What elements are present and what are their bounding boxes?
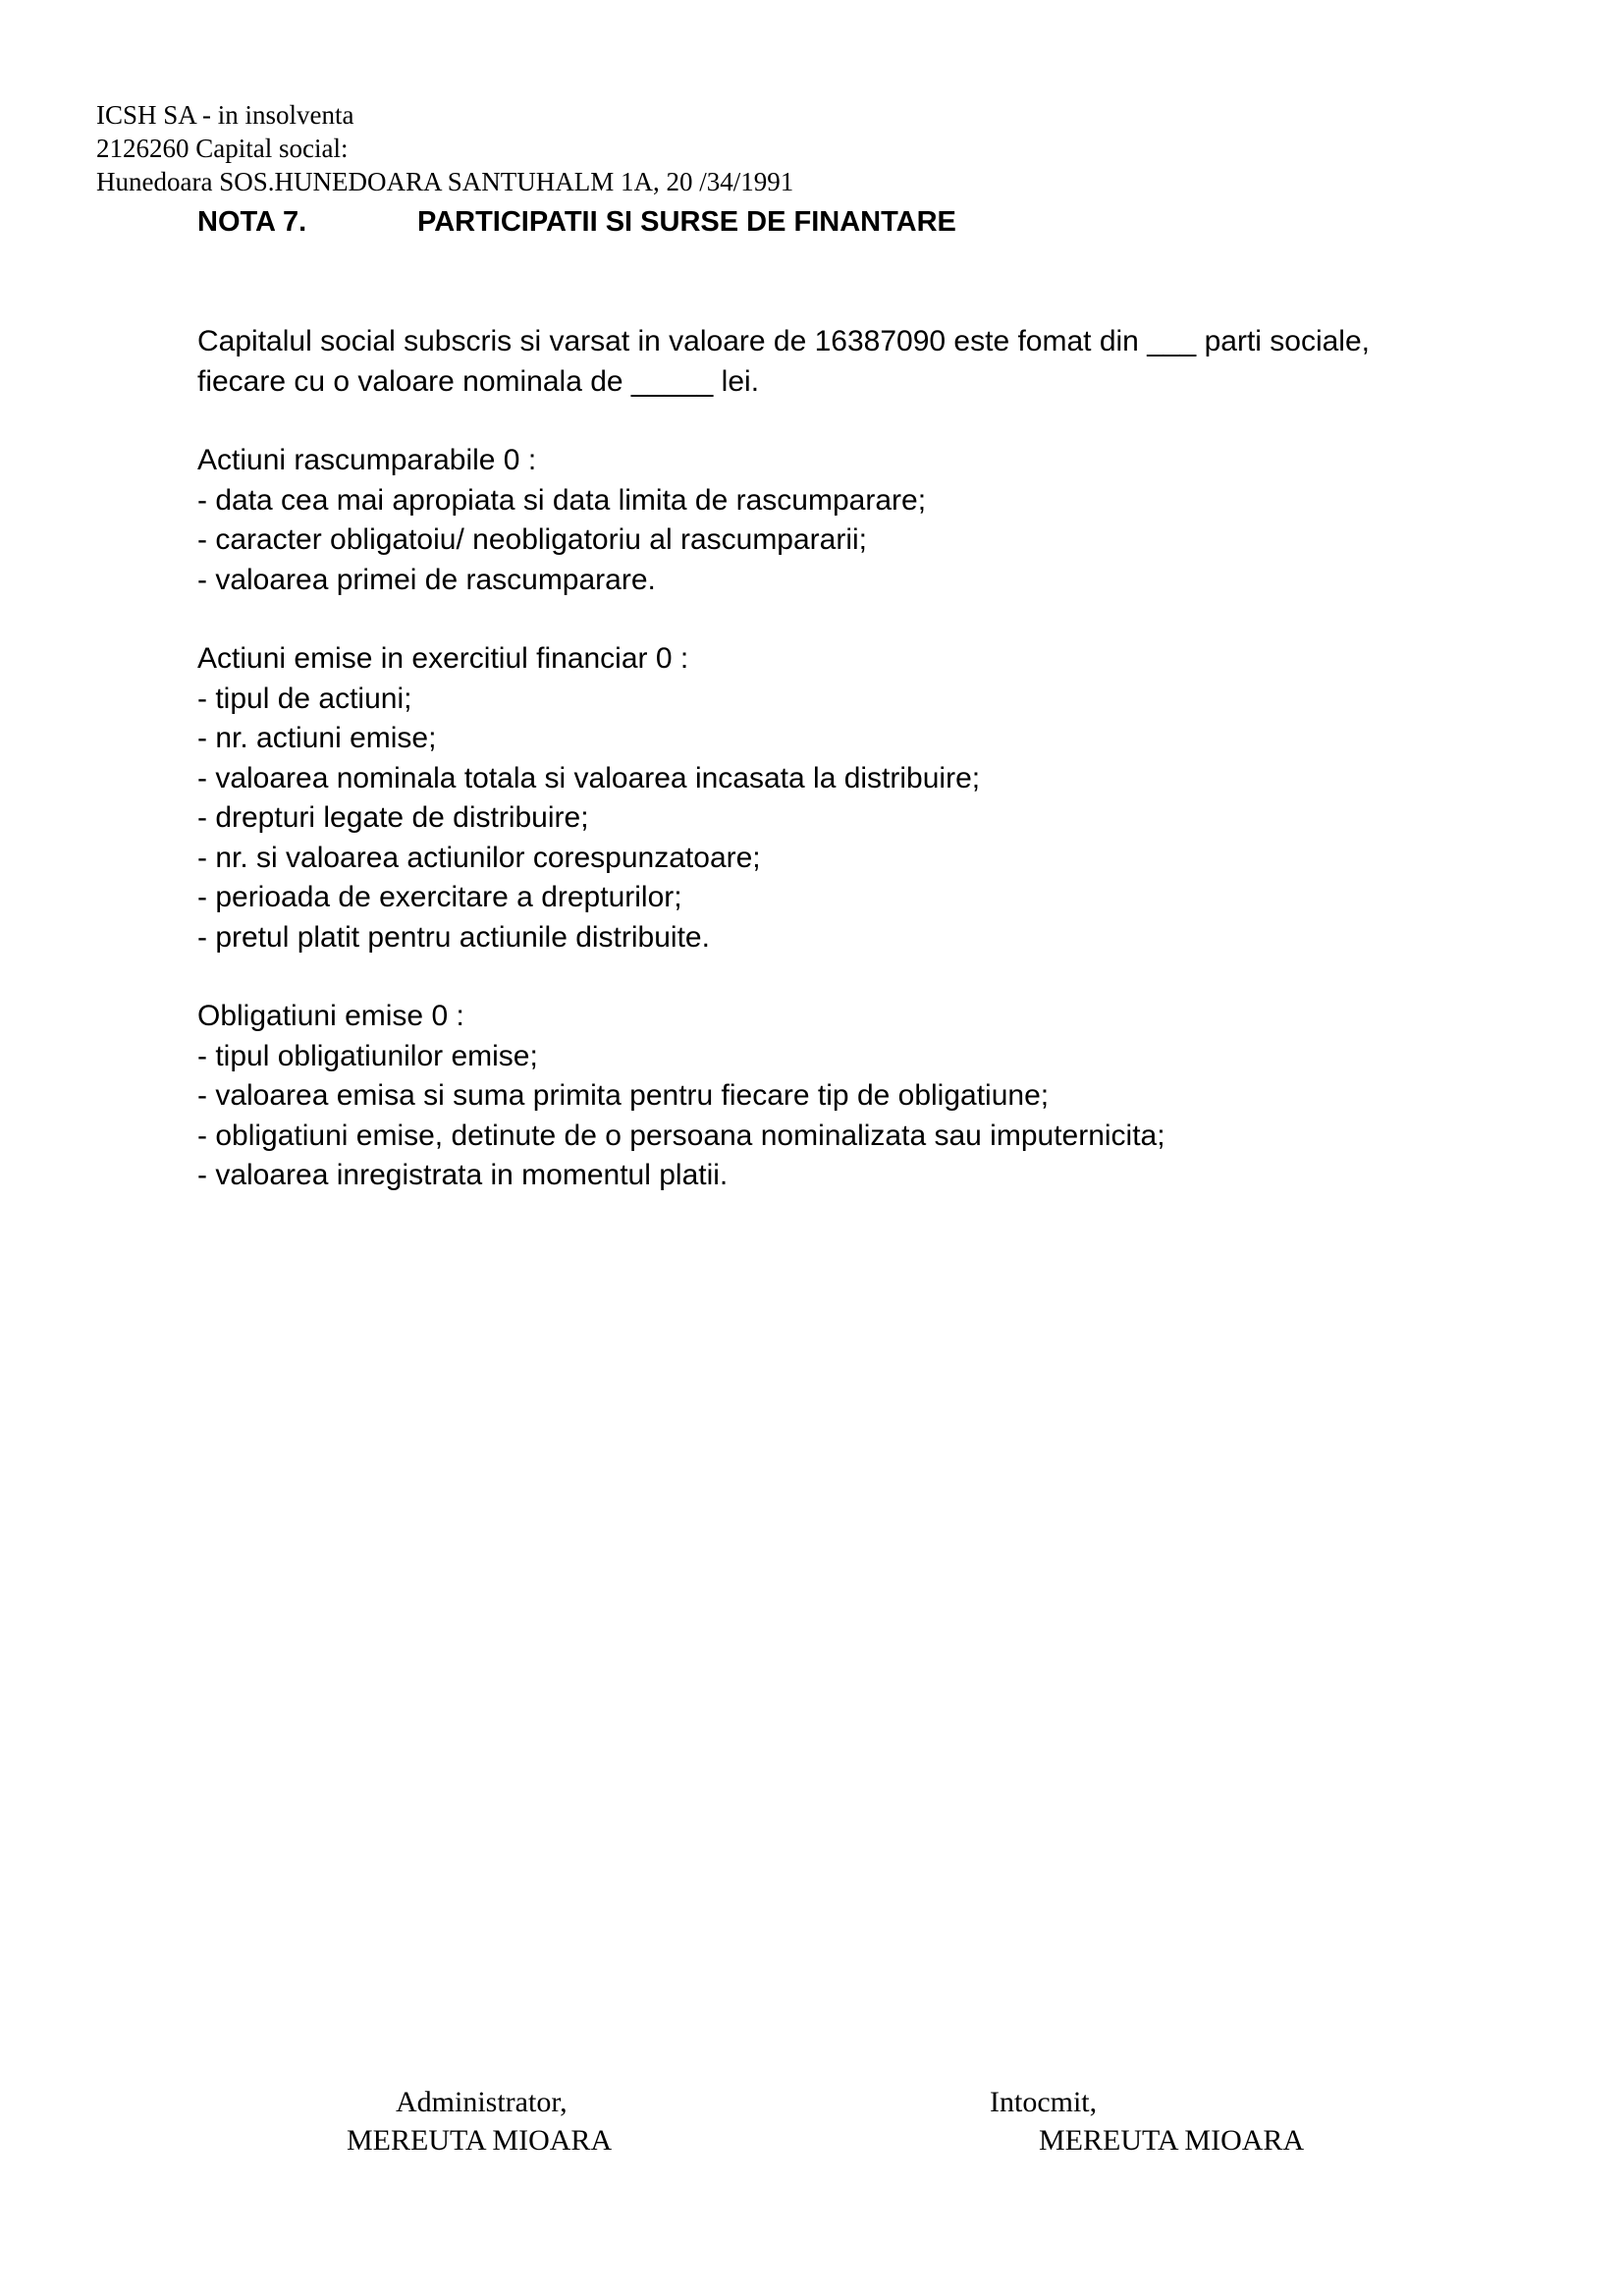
list-item: - data cea mai apropiata si data limita de rascumparare; [197, 483, 927, 517]
note-title [197, 206, 956, 239]
section-heading: Obligatiuni emise 0 : [197, 1000, 464, 1032]
list-item: - drepturi legate de distribuire; [197, 801, 589, 834]
administrator-role: Administrator, [396, 2086, 568, 2118]
intro-line: Capitalul social subscris si varsat in valoare de 16387090 este fomat din ___ parti sociale, [197, 325, 1370, 357]
section-heading: Actiuni emise in exercitiul financiar 0 : [197, 642, 689, 675]
list-item: - valoarea primei de rascumparare. [197, 563, 656, 596]
list-item: - obligatiuni emise, detinute de o persoana nominalizata sau imputernicita; [197, 1119, 1165, 1152]
registration-line: 2126260 Capital social: [96, 134, 349, 163]
administrator-name: MEREUTA MIOARA [347, 2124, 613, 2157]
list-item: - tipul de actiuni; [197, 682, 412, 715]
list-item: - valoarea nominala totala si valoarea incasata la distribuire; [197, 761, 981, 794]
list-item: - tipul obligatiunilor emise; [197, 1039, 538, 1072]
preparer-name: MEREUTA MIOARA [1039, 2124, 1305, 2157]
note-body [197, 322, 1552, 1196]
list-item: - nr. actiuni emise; [197, 722, 437, 754]
note-heading: PARTICIPATII SI SURSE DE FINANTARE [417, 206, 956, 238]
note-number: NOTA 7. [197, 206, 307, 238]
list-item: - caracter obligatoiu/ neobligatoriu al rascumpararii; [197, 523, 868, 556]
company-name-line: ICSH SA - in insolventa [96, 100, 354, 130]
list-item: - valoarea inregistrata in momentul platii. [197, 1159, 729, 1191]
intro-paragraph [197, 322, 1552, 402]
section-heading: Actiuni rascumparabile 0 : [197, 444, 537, 476]
section-issued-bonds [197, 997, 1552, 1196]
list-item: - nr. si valoarea actiunilor corespunzatoare; [197, 841, 761, 874]
company-header [96, 98, 793, 198]
address-line: Hunedoara SOS.HUNEDOARA SANTUHALM 1A, 20 /34/1991 [96, 167, 794, 196]
intro-line: fiecare cu o valoare nominala de _____ lei. [197, 364, 760, 398]
list-item: - perioada de exercitare a drepturilor; [197, 881, 682, 913]
list-item: - valoarea emisa si suma primita pentru fiecare tip de obligatiune; [197, 1079, 1050, 1112]
section-issued-shares [197, 639, 1552, 957]
list-item: - pretul platit pentru actiunile distribuite. [197, 920, 710, 954]
preparer-role: Intocmit, [990, 2086, 1098, 2118]
section-redeemable-shares [197, 441, 1552, 600]
